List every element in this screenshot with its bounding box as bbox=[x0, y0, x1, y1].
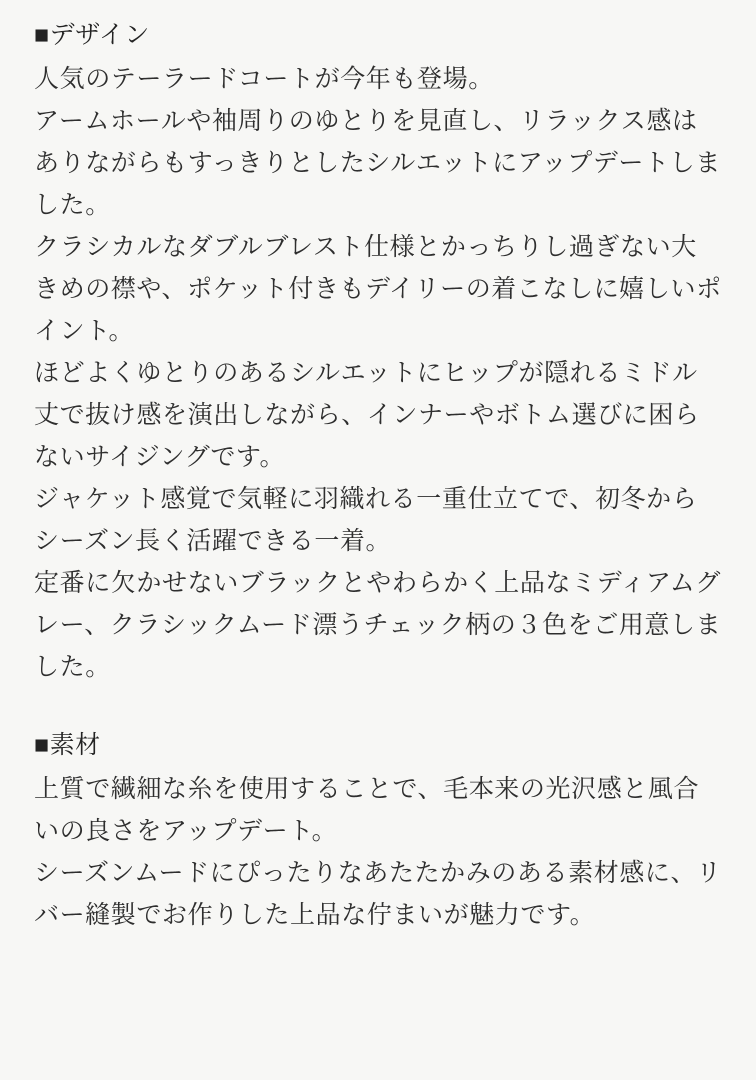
section-material bbox=[34, 724, 722, 936]
paragraph: 定番に欠かせないブラックとやわらかく上品なミディアムグレー、クラシックムード漂うチェック柄の３色をご用意しました。 bbox=[34, 569, 722, 681]
paragraph: クラシカルなダブルブレスト仕様とかっちりし過ぎない大きめの襟や、ポケット付きもデイリーの着こなしに嬉しいポイント。 bbox=[34, 233, 722, 345]
section-heading-material: ■素材 bbox=[34, 731, 101, 759]
paragraph: ほどよくゆとりのあるシルエットにヒップが隠れるミドル丈で抜け感を演出しながら、インナーやボトム選びに困らないサイジングです。 bbox=[34, 359, 700, 471]
section-design bbox=[34, 14, 722, 688]
paragraph: シーズンムードにぴったりなあたたかみのある素材感に、リバー縫製でお作りした上品な佇まいが魅力です。 bbox=[34, 859, 722, 929]
paragraph: ジャケット感覚で気軽に羽織れる一重仕立てで、初冬からシーズン長く活躍できる一着。 bbox=[34, 485, 698, 555]
paragraph: アームホールや袖周りのゆとりを見直し、リラックス感はありながらもすっきりとしたシルエットにアップデートしました。 bbox=[34, 107, 721, 219]
paragraph: 上質で繊細な糸を使用することで、毛本来の光沢感と風合いの良さをアップデート。 bbox=[34, 775, 700, 845]
section-heading-design: ■デザイン bbox=[34, 21, 150, 49]
paragraph: 人気のテーラードコートが今年も登場。 bbox=[34, 65, 494, 93]
